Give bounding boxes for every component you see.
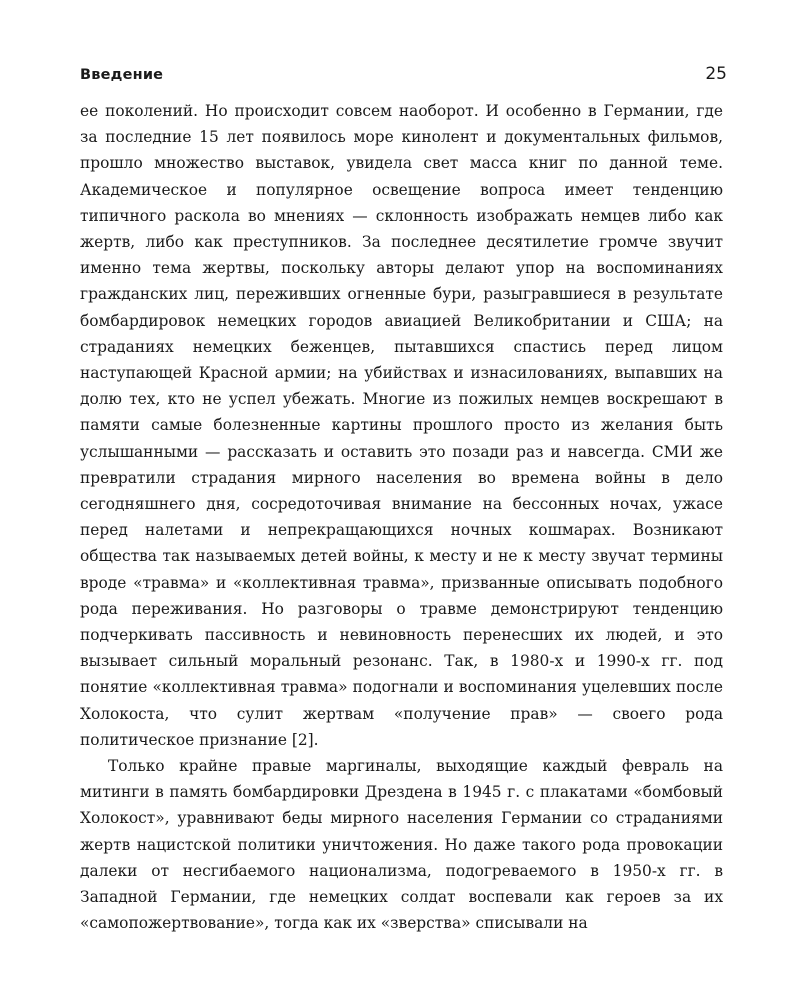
running-header: [80, 64, 727, 84]
paragraph-1: ее поколений. Но происходит совсем наоборот. И особенно в Германии, где за последние 15 лет появилось море кинолент и документальных фильмов, прошло множество выставок, увидела свет масса книг по данной теме. Академическое и популярное освещение вопроса имеет тенденцию типичного раскола во мнениях — склонность изображать немцев либо как жертв, либо как преступников. За последнее десятилетие громче звучит именно тема жертвы, поскольку авторы делают упор на воспоминаниях гражданских лиц, переживших огненные бури, разыгравшиеся в результате бомбардировок немецких городов авиацией Великобритании и США; на страданиях немецких беженцев, пытавшихся спастись перед лицом наступающей Красной армии; на убийствах и изнасилованиях, выпавших на долю тех, кто не успел убежать. Многие из пожилых немцев воскрешают в памяти самые болезненные картины прошлого просто из желания быть услышанными — рассказать и оставить это позади раз и навсегда. СМИ же превратили страдания мирного населения во времена войны в дело сегодняшнего дня, сосредоточивая внимание на бессонных ночах, ужасе перед налетами и непрекращающихся ночных кошмарах. Возникают общества так называемых детей войны, к месту и не к месту звучат термины вроде «травма» и «коллективная травма», призванные описывать подобного рода переживания. Но разговоры о травме демонстрируют тенденцию подчеркивать пассивность и невиновность перенесших их людей, и это вызывает сильный моральный резонанс. Так, в 1980-х и 1990-х гг. под понятие «коллективная травма» подогнали и воспоминания уцелевших после Холокоста, что сулит жертвам «получение прав» — своего рода политическое признание [2].: [80, 102, 723, 749]
body-text: [80, 98, 723, 937]
section-title: Введение: [80, 67, 164, 83]
page-number: 25: [705, 64, 727, 84]
paragraph-2: Только крайне правые маргиналы, выходящие каждый февраль на митинги в память бомбардировки Дрездена в 1945 г. с плакатами «бомбовый Холокост», уравнивают беды мирного населения Германии со страданиями жертв нацистской политики уничтожения. Но даже такого рода провокации далеки от несгибаемого национализма, подогреваемого в 1950-х гг. в Западной Германии, где немецких солдат воспевали как героев за их «самопожертвование», тогда как их «зверства» списывали на: [80, 757, 723, 933]
